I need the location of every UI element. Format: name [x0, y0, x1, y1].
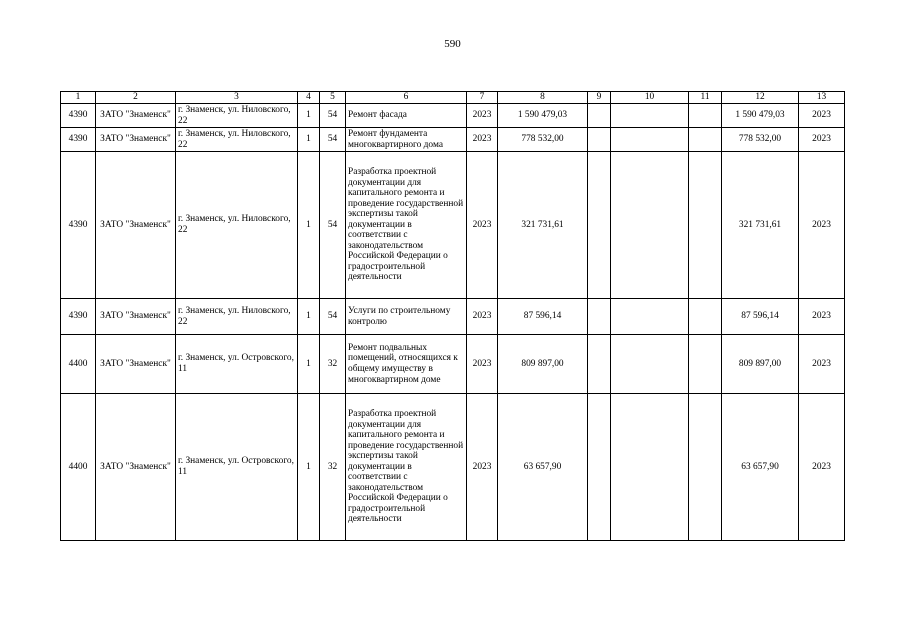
column-header: 10	[611, 92, 689, 104]
cell-work-type: Разработка проектной документации для капитального ремонта и проведение государственной экспертизы такой документации в соответствии с законодательством Российской Федерации о градостроительной деятельности	[346, 394, 467, 541]
cell-address: г. Знаменск, ул. Островского, 11	[176, 394, 298, 541]
cell-col5: 32	[320, 394, 346, 541]
cell-municipality: ЗАТО "Знаменск"	[96, 104, 176, 128]
cell-col11	[689, 104, 722, 128]
cell-total: 1 590 479,03	[722, 104, 799, 128]
cell-work-type: Разработка проектной документации для капитального ремонта и проведение государственной экспертизы такой документации в соответствии с законодательством Российской Федерации о градостроительной деятельности	[346, 152, 467, 299]
cell-year: 2023	[467, 299, 498, 335]
cell-col5: 54	[320, 104, 346, 128]
cell-col11	[689, 299, 722, 335]
cell-year-end: 2023	[799, 152, 845, 299]
cell-col9	[588, 394, 611, 541]
cell-year-end: 2023	[799, 335, 845, 394]
column-header: 9	[588, 92, 611, 104]
cell-col11	[689, 394, 722, 541]
cell-col11	[689, 128, 722, 152]
cell-col5: 54	[320, 299, 346, 335]
cell-cost: 809 897,00	[498, 335, 588, 394]
cell-address: г. Знаменск, ул. Ниловского, 22	[176, 104, 298, 128]
cell-work-type: Ремонт фасада	[346, 104, 467, 128]
cell-col9	[588, 128, 611, 152]
column-number-row	[61, 92, 845, 104]
cell-total: 778 532,00	[722, 128, 799, 152]
column-header: 5	[320, 92, 346, 104]
column-header: 4	[298, 92, 320, 104]
table-row	[61, 128, 845, 152]
cell-number: 4390	[61, 299, 96, 335]
cell-col10	[611, 128, 689, 152]
column-header: 1	[61, 92, 96, 104]
cell-year-end: 2023	[799, 104, 845, 128]
column-header: 8	[498, 92, 588, 104]
cell-work-type: Ремонт подвальных помещений, относящихся к общему имуществу в многоквартирном доме	[346, 335, 467, 394]
column-header: 7	[467, 92, 498, 104]
cell-year-end: 2023	[799, 394, 845, 541]
cell-year: 2023	[467, 104, 498, 128]
cell-total: 809 897,00	[722, 335, 799, 394]
cell-number: 4400	[61, 335, 96, 394]
cell-work-type: Услуги по строительному контролю	[346, 299, 467, 335]
column-header: 2	[96, 92, 176, 104]
cell-year: 2023	[467, 335, 498, 394]
column-header: 6	[346, 92, 467, 104]
cell-col5: 32	[320, 335, 346, 394]
cell-col4: 1	[298, 335, 320, 394]
column-header: 11	[689, 92, 722, 104]
cell-work-type: Ремонт фундамента многоквартирного дома	[346, 128, 467, 152]
table-row	[61, 152, 845, 299]
cell-total: 321 731,61	[722, 152, 799, 299]
cell-address: г. Знаменск, ул. Ниловского, 22	[176, 299, 298, 335]
cell-year-end: 2023	[799, 299, 845, 335]
column-header: 12	[722, 92, 799, 104]
cell-col10	[611, 394, 689, 541]
cell-col10	[611, 335, 689, 394]
column-header: 3	[176, 92, 298, 104]
cell-municipality: ЗАТО "Знаменск"	[96, 152, 176, 299]
cell-address: г. Знаменск, ул. Ниловского, 22	[176, 152, 298, 299]
cell-total: 63 657,90	[722, 394, 799, 541]
cell-col10	[611, 299, 689, 335]
cell-cost: 321 731,61	[498, 152, 588, 299]
cell-col11	[689, 335, 722, 394]
page-number: 590	[444, 38, 461, 50]
cell-col9	[588, 299, 611, 335]
cell-col4: 1	[298, 394, 320, 541]
cell-address: г. Знаменск, ул. Ниловского, 22	[176, 128, 298, 152]
cell-col9	[588, 104, 611, 128]
cell-year: 2023	[467, 152, 498, 299]
cell-year: 2023	[467, 128, 498, 152]
cell-number: 4400	[61, 394, 96, 541]
table-row	[61, 335, 845, 394]
repair-schedule-table	[60, 91, 845, 541]
column-header: 13	[799, 92, 845, 104]
cell-col10	[611, 152, 689, 299]
cell-year-end: 2023	[799, 128, 845, 152]
cell-address: г. Знаменск, ул. Островского, 11	[176, 335, 298, 394]
table-row	[61, 104, 845, 128]
table-row	[61, 394, 845, 541]
cell-col5: 54	[320, 128, 346, 152]
cell-col4: 1	[298, 128, 320, 152]
cell-municipality: ЗАТО "Знаменск"	[96, 299, 176, 335]
cell-col4: 1	[298, 152, 320, 299]
cell-col4: 1	[298, 104, 320, 128]
cell-number: 4390	[61, 128, 96, 152]
cell-col5: 54	[320, 152, 346, 299]
cell-number: 4390	[61, 104, 96, 128]
cell-municipality: ЗАТО "Знаменск"	[96, 128, 176, 152]
cell-year: 2023	[467, 394, 498, 541]
cell-total: 87 596,14	[722, 299, 799, 335]
table-row	[61, 299, 845, 335]
cell-col9	[588, 335, 611, 394]
cell-municipality: ЗАТО "Знаменск"	[96, 394, 176, 541]
cell-col4: 1	[298, 299, 320, 335]
cell-cost: 778 532,00	[498, 128, 588, 152]
cell-municipality: ЗАТО "Знаменск"	[96, 335, 176, 394]
cell-col11	[689, 152, 722, 299]
cell-cost: 63 657,90	[498, 394, 588, 541]
cell-number: 4390	[61, 152, 96, 299]
cell-col10	[611, 104, 689, 128]
cell-col9	[588, 152, 611, 299]
cell-cost: 87 596,14	[498, 299, 588, 335]
cell-cost: 1 590 479,03	[498, 104, 588, 128]
